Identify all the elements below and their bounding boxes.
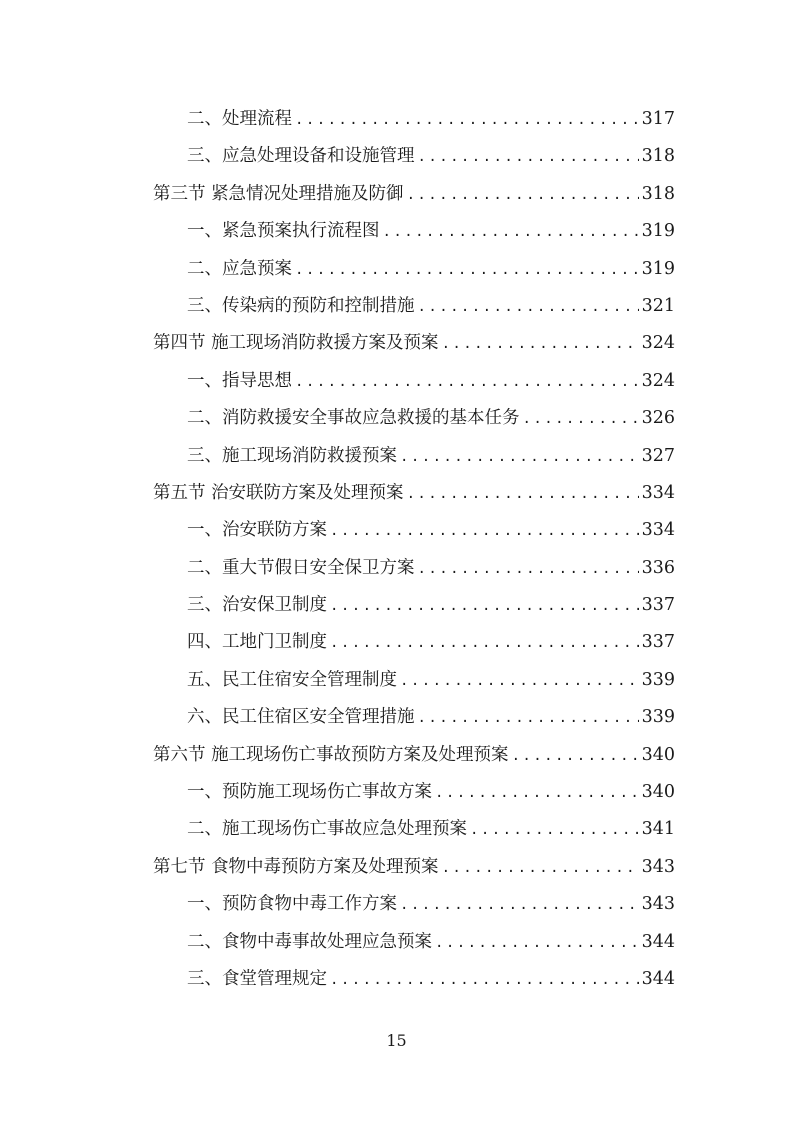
toc-entry-page: 340 bbox=[641, 744, 675, 765]
toc-leader-dots bbox=[418, 700, 639, 737]
toc-entry-page: 343 bbox=[641, 856, 675, 877]
toc-entry-title: 二、处理流程 bbox=[187, 109, 292, 129]
toc-entry-title: 三、食堂管理规定 bbox=[187, 968, 327, 989]
toc-entry-title: 第三节 紧急情况处理措施及防御 bbox=[153, 183, 404, 204]
toc-entry-page: 337 bbox=[641, 595, 675, 616]
toc-entry-page: 339 bbox=[641, 669, 675, 690]
toc-entry[interactable] bbox=[153, 213, 675, 250]
toc-entry-page: 317 bbox=[641, 109, 675, 129]
toc-entry[interactable] bbox=[153, 288, 675, 325]
toc-entry-page: 343 bbox=[641, 894, 675, 915]
toc-entry[interactable] bbox=[153, 662, 675, 699]
toc-leader-dots bbox=[295, 252, 639, 289]
toc-leader-dots bbox=[435, 925, 639, 962]
page-number: 15 bbox=[386, 1031, 407, 1050]
toc-entry[interactable] bbox=[153, 512, 675, 549]
toc-entry-page: 344 bbox=[641, 931, 675, 952]
toc-entry-title: 五、民工住宿安全管理制度 bbox=[187, 669, 397, 690]
toc-entry[interactable] bbox=[153, 811, 675, 848]
toc-entry-page: 334 bbox=[641, 520, 675, 541]
toc-entry-title: 二、施工现场伤亡事故应急处理预案 bbox=[187, 819, 467, 840]
toc-entry-title: 三、应急处理设备和设施管理 bbox=[187, 146, 415, 167]
toc-leader-dots bbox=[418, 139, 639, 176]
toc-entry-title: 二、消防救援安全事故应急救援的基本任务 bbox=[187, 408, 520, 429]
toc-leader-dots bbox=[400, 663, 639, 700]
toc-entry-page: 341 bbox=[641, 819, 675, 840]
toc-entry-page: 344 bbox=[641, 968, 675, 989]
table-of-contents bbox=[153, 101, 675, 998]
toc-leader-dots bbox=[330, 962, 639, 999]
toc-leader-dots bbox=[418, 289, 639, 326]
toc-leader-dots bbox=[442, 326, 639, 363]
toc-leader-dots bbox=[512, 738, 639, 775]
toc-entry-title: 第四节 施工现场消防救援方案及预案 bbox=[153, 333, 439, 354]
toc-section-entry[interactable] bbox=[153, 737, 675, 774]
toc-section-entry[interactable] bbox=[153, 475, 675, 512]
toc-entry[interactable] bbox=[153, 363, 675, 400]
toc-entry-page: 326 bbox=[641, 408, 675, 429]
toc-entry-title: 二、应急预案 bbox=[187, 258, 292, 279]
toc-leader-dots bbox=[330, 513, 639, 550]
toc-entry[interactable] bbox=[153, 961, 675, 998]
toc-entry-title: 三、治安保卫制度 bbox=[187, 595, 327, 616]
toc-entry-page: 318 bbox=[641, 146, 675, 167]
toc-entry[interactable] bbox=[153, 774, 675, 811]
toc-leader-dots bbox=[442, 850, 639, 887]
toc-entry-title: 三、传染病的预防和控制措施 bbox=[187, 295, 415, 316]
toc-entry-title: 四、工地门卫制度 bbox=[187, 632, 327, 653]
toc-leader-dots bbox=[407, 476, 639, 513]
toc-entry-page: 340 bbox=[641, 782, 675, 803]
toc-entry[interactable] bbox=[153, 101, 675, 138]
toc-entry-page: 319 bbox=[641, 221, 675, 242]
toc-entry[interactable] bbox=[153, 138, 675, 175]
toc-leader-dots bbox=[295, 364, 639, 401]
toc-entry-page: 336 bbox=[641, 557, 675, 578]
toc-entry-page: 339 bbox=[641, 707, 675, 728]
toc-section-entry[interactable] bbox=[153, 176, 675, 213]
toc-section-entry[interactable] bbox=[153, 325, 675, 362]
toc-entry[interactable] bbox=[153, 550, 675, 587]
toc-entry-title: 六、民工住宿区安全管理措施 bbox=[187, 707, 415, 728]
toc-leader-dots bbox=[383, 214, 639, 251]
toc-entry-title: 一、指导思想 bbox=[187, 370, 292, 391]
toc-entry-page: 324 bbox=[641, 370, 675, 391]
toc-entry[interactable] bbox=[153, 400, 675, 437]
toc-entry-page: 327 bbox=[641, 445, 675, 466]
toc-entry[interactable] bbox=[153, 438, 675, 475]
toc-entry-title: 一、预防施工现场伤亡事故方案 bbox=[187, 782, 432, 803]
toc-leader-dots bbox=[295, 102, 639, 139]
toc-entry-title: 一、紧急预案执行流程图 bbox=[187, 221, 380, 242]
toc-entry-page: 318 bbox=[641, 183, 675, 204]
toc-entry[interactable] bbox=[153, 699, 675, 736]
toc-entry-title: 第五节 治安联防方案及处理预案 bbox=[153, 482, 404, 503]
toc-leader-dots bbox=[400, 887, 639, 924]
toc-entry[interactable] bbox=[153, 924, 675, 961]
toc-entry-title: 二、食物中毒事故处理应急预案 bbox=[187, 931, 432, 952]
toc-leader-dots bbox=[407, 177, 639, 214]
toc-entry-title: 一、治安联防方案 bbox=[187, 520, 327, 541]
toc-entry-title: 第六节 施工现场伤亡事故预防方案及处理预案 bbox=[153, 744, 509, 765]
toc-entry-page: 334 bbox=[641, 482, 675, 503]
toc-section-entry[interactable] bbox=[153, 849, 675, 886]
toc-entry[interactable] bbox=[153, 587, 675, 624]
toc-leader-dots bbox=[523, 401, 639, 438]
toc-entry-title: 三、施工现场消防救援预案 bbox=[187, 445, 397, 466]
toc-entry-page: 337 bbox=[641, 632, 675, 653]
toc-entry-page: 321 bbox=[641, 295, 675, 316]
toc-entry[interactable] bbox=[153, 624, 675, 661]
toc-entry[interactable] bbox=[153, 886, 675, 923]
toc-leader-dots bbox=[470, 812, 639, 849]
toc-entry-title: 第七节 食物中毒预防方案及处理预案 bbox=[153, 856, 439, 877]
toc-entry-title: 一、预防食物中毒工作方案 bbox=[187, 894, 397, 915]
toc-entry-page: 319 bbox=[641, 258, 675, 279]
toc-leader-dots bbox=[418, 551, 639, 588]
toc-leader-dots bbox=[435, 775, 639, 812]
toc-leader-dots bbox=[400, 439, 639, 476]
toc-leader-dots bbox=[330, 588, 639, 625]
toc-entry-page: 324 bbox=[641, 333, 675, 354]
toc-entry-title: 二、重大节假日安全保卫方案 bbox=[187, 557, 415, 578]
toc-entry[interactable] bbox=[153, 251, 675, 288]
toc-leader-dots bbox=[330, 625, 639, 662]
